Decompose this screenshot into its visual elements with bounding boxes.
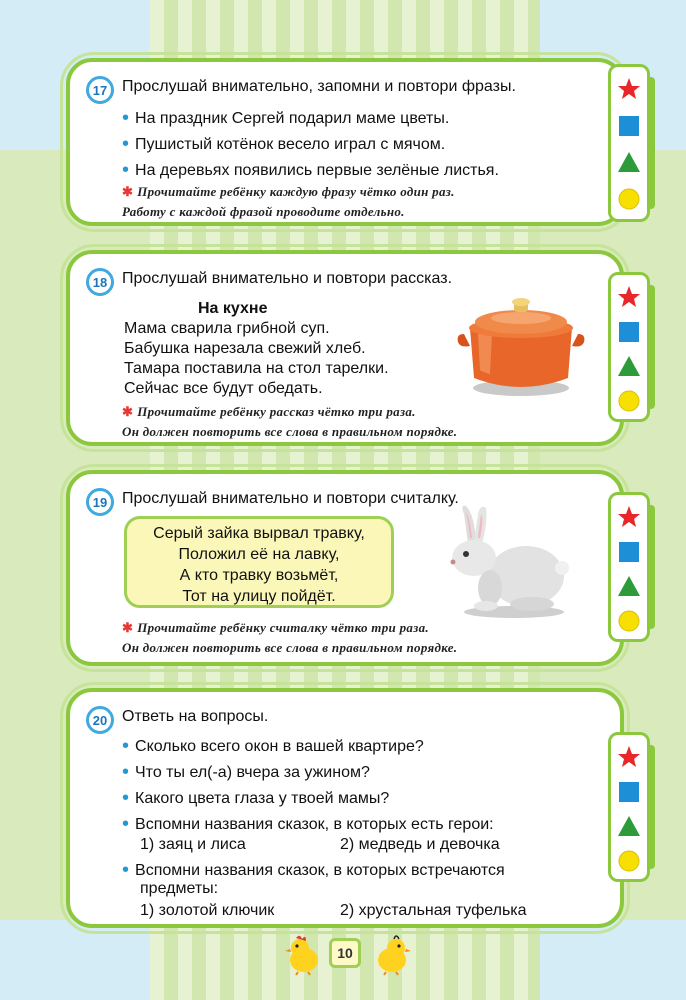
bullet-icon: •: [122, 133, 130, 155]
list-item: • Пушистый котёнок весело играл с мячом.: [122, 133, 446, 155]
bullet-icon: •: [122, 159, 130, 181]
rhyme-line: А кто травку возьмёт,: [179, 567, 339, 584]
teacher-note-line: Работу с каждой фразой проводите отдельно.: [122, 204, 405, 219]
triangle-icon: [617, 151, 641, 173]
star-icon: [617, 745, 641, 769]
circle-icon: [617, 609, 641, 633]
story-line: Тамара поставила на стол тарелки.: [124, 360, 389, 377]
asterisk-icon: ✱: [122, 184, 134, 199]
list-item: • Вспомни названия сказок, в которых есть герои:: [122, 813, 494, 835]
asterisk-icon: ✱: [122, 620, 134, 635]
story-line: Сейчас все будут обедать.: [124, 380, 323, 397]
square-icon: [618, 541, 640, 563]
list-item-continuation: предметы:: [140, 880, 219, 897]
bullet-icon: •: [122, 787, 130, 809]
list-item: • На праздник Сергей подарил маме цветы.: [122, 107, 450, 129]
chick-illustration: [370, 934, 414, 976]
rabbit-illustration: [440, 504, 570, 622]
rhyme-line: Тот на улицу пойдёт.: [182, 588, 336, 605]
triangle-icon: [617, 815, 641, 837]
difficulty-tab-19: [608, 492, 650, 642]
teacher-note-line: Он должен повторить все слова в правильном порядке.: [122, 640, 458, 655]
pot-illustration: [456, 292, 586, 402]
difficulty-tab-17: [608, 64, 650, 222]
answer-option: 2) медведь и девочка: [340, 836, 500, 853]
difficulty-tab-20: [608, 732, 650, 882]
list-item: • Сколько всего окон в вашей квартире?: [122, 735, 424, 757]
teacher-note-line: ✱ Прочитайте ребёнку рассказ чётко три раза.: [122, 404, 416, 419]
bullet-icon: •: [122, 859, 130, 881]
task-heading-20: Ответь на вопросы.: [122, 708, 269, 725]
rhyme-line: Серый зайка вырвал травку,: [153, 525, 365, 542]
square-icon: [618, 781, 640, 803]
list-item: • Что ты ел(-а) вчера за ужином?: [122, 761, 370, 783]
task-number-20: 20: [86, 706, 114, 734]
square-icon: [618, 321, 640, 343]
answer-option: 1) золотой ключик: [140, 902, 275, 919]
list-item: • На деревьях появились первые зелёные листья.: [122, 159, 499, 181]
rhyme-line: Положил её на лавку,: [178, 546, 340, 563]
task-card-18: [66, 250, 624, 446]
story-title: На кухне: [198, 300, 268, 317]
answer-option: 2) хрустальная туфелька: [340, 902, 527, 919]
task-card-20: [66, 688, 624, 928]
list-item: • Вспомни названия сказок, в которых встречаются: [122, 859, 505, 881]
bullet-icon: •: [122, 761, 130, 783]
square-icon: [618, 115, 640, 137]
task-card-17: [66, 58, 624, 226]
task-number-17: 17: [86, 76, 114, 104]
page-number: 10: [329, 938, 361, 968]
task-heading-17: Прослушай внимательно, запомни и повтори фразы.: [122, 78, 516, 95]
rhyme-box: [124, 516, 394, 608]
teacher-note-line: Он должен повторить все слова в правильном порядке.: [122, 424, 458, 439]
asterisk-icon: ✱: [122, 404, 134, 419]
star-icon: [617, 77, 641, 101]
triangle-icon: [617, 355, 641, 377]
circle-icon: [617, 849, 641, 873]
circle-icon: [617, 389, 641, 413]
chick-illustration: [282, 934, 326, 976]
circle-icon: [617, 187, 641, 211]
answer-option: 1) заяц и лиса: [140, 836, 246, 853]
teacher-note-line: ✱ Прочитайте ребёнку каждую фразу чётко один раз.: [122, 184, 455, 199]
list-item: • Какого цвета глаза у твоей мамы?: [122, 787, 390, 809]
story-line: Мама сварила грибной суп.: [124, 320, 330, 337]
story-line: Бабушка нарезала свежий хлеб.: [124, 340, 366, 357]
task-number-18: 18: [86, 268, 114, 296]
task-heading-18: Прослушай внимательно и повтори рассказ.: [122, 270, 453, 287]
star-icon: [617, 285, 641, 309]
star-icon: [617, 505, 641, 529]
teacher-note-line: ✱ Прочитайте ребёнку считалку чётко три раза.: [122, 620, 429, 635]
difficulty-tab-18: [608, 272, 650, 422]
bullet-icon: •: [122, 813, 130, 835]
task-heading-19: Прослушай внимательно и повтори считалку.: [122, 490, 459, 507]
task-card-19: [66, 470, 624, 666]
task-number-19: 19: [86, 488, 114, 516]
triangle-icon: [617, 575, 641, 597]
bullet-icon: •: [122, 107, 130, 129]
bullet-icon: •: [122, 735, 130, 757]
